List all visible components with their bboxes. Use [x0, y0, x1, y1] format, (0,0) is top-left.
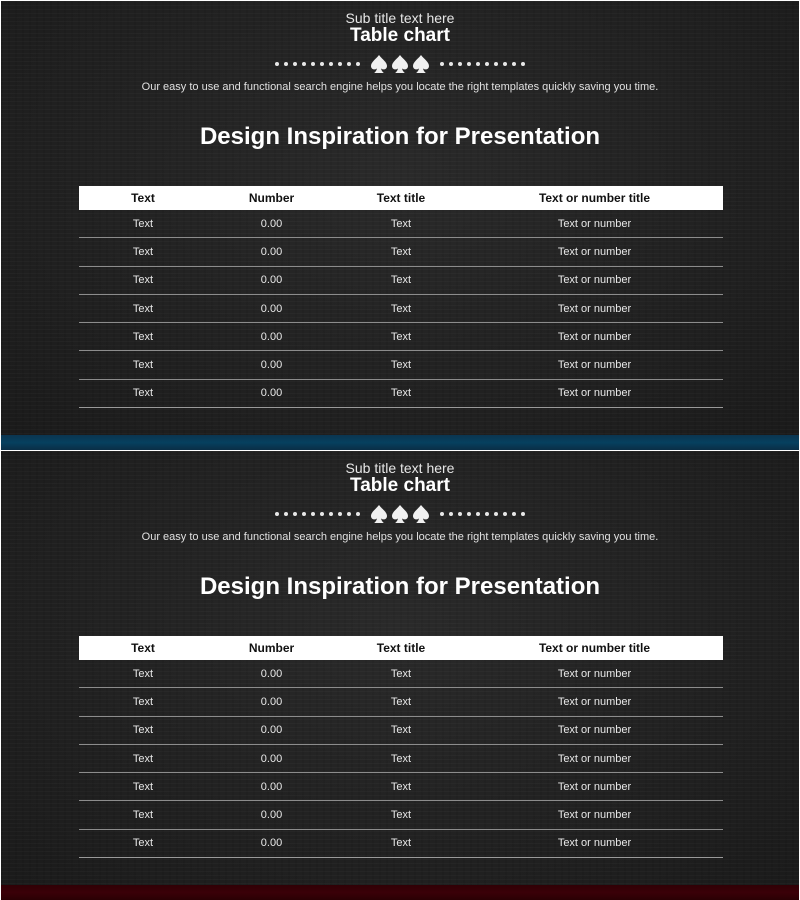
cell-text: Text [132, 359, 154, 372]
cell-text-title: Text [390, 274, 412, 287]
cell-text-title: Text [390, 667, 412, 680]
table-row [79, 295, 723, 323]
cell-text-or-number: Text or number [557, 780, 632, 793]
ornament-dot [311, 512, 315, 516]
header-text-title: Text title [376, 641, 426, 655]
ornament-dot [275, 512, 279, 516]
table-header [79, 186, 723, 210]
ornament-dot [476, 512, 480, 516]
cell-text: Text [132, 837, 154, 850]
header-text-or-number-title: Text or number title [538, 191, 651, 205]
cell-text: Text [132, 387, 154, 400]
ornament-dot [284, 62, 288, 66]
ornament-dot [320, 512, 324, 516]
spade-icon [412, 54, 430, 74]
ornament-dot [476, 62, 480, 66]
ornament-dot [521, 512, 525, 516]
slide-2 [1, 451, 799, 900]
cell-text-or-number: Text or number [557, 274, 632, 287]
spade-group [370, 504, 430, 524]
ornament-dot [485, 512, 489, 516]
cell-text-title: Text [390, 330, 412, 343]
header-text-title: Text title [376, 191, 426, 205]
table-row [79, 660, 723, 688]
main-heading: Design Inspiration for Presentation [199, 573, 601, 600]
cell-number: 0.00 [260, 780, 283, 793]
table-row [79, 380, 723, 408]
header-number: Number [248, 641, 295, 655]
table-row [79, 323, 723, 351]
cell-text-title: Text [390, 217, 412, 230]
cell-number: 0.00 [260, 245, 283, 258]
table-row [79, 267, 723, 295]
cell-text: Text [132, 752, 154, 765]
header-text: Text [131, 191, 155, 205]
ornament-dot [311, 62, 315, 66]
ornament-dot [458, 512, 462, 516]
dotted-line-right [440, 62, 525, 66]
spade-ornament [1, 52, 799, 76]
table-row [79, 830, 723, 858]
cell-number: 0.00 [260, 359, 283, 372]
spade-icon [391, 54, 409, 74]
cell-text-or-number: Text or number [557, 245, 632, 258]
cell-text: Text [132, 780, 154, 793]
cell-text-or-number: Text or number [557, 667, 632, 680]
cell-text: Text [132, 217, 154, 230]
cell-number: 0.00 [260, 274, 283, 287]
cell-number: 0.00 [260, 752, 283, 765]
slide-subtitle: Sub title text here [345, 10, 455, 26]
header-text: Text [131, 641, 155, 655]
ornament-dot [521, 62, 525, 66]
cell-text-or-number: Text or number [557, 359, 632, 372]
cell-text-or-number: Text or number [557, 724, 632, 737]
ornament-dot [494, 512, 498, 516]
ornament-dot [356, 512, 360, 516]
cell-number: 0.00 [260, 724, 283, 737]
cell-text-or-number: Text or number [557, 695, 632, 708]
cell-number: 0.00 [260, 302, 283, 315]
table-row [79, 238, 723, 266]
cell-text-title: Text [390, 245, 412, 258]
ornament-dot [440, 62, 444, 66]
ornament-dot [467, 62, 471, 66]
ornament-dot [320, 62, 324, 66]
cell-text-title: Text [390, 837, 412, 850]
table-row [79, 717, 723, 745]
cell-text-title: Text [390, 302, 412, 315]
ornament-dot [338, 62, 342, 66]
table-row [79, 801, 723, 829]
cell-number: 0.00 [260, 837, 283, 850]
accent-band-blue [1, 435, 799, 450]
ornament-dot [275, 62, 279, 66]
header-number: Number [248, 191, 295, 205]
cell-text-title: Text [390, 387, 412, 400]
data-table [79, 186, 723, 408]
ornament-dot [503, 62, 507, 66]
dotted-line-left [275, 62, 360, 66]
ornament-dot [440, 512, 444, 516]
slide-title: Table chart [350, 25, 450, 46]
cell-text-title: Text [390, 809, 412, 822]
ornament-dot [293, 62, 297, 66]
cell-text-title: Text [390, 695, 412, 708]
ornament-dot [449, 512, 453, 516]
cell-text-or-number: Text or number [557, 302, 632, 315]
ornament-dot [467, 512, 471, 516]
ornament-dot [449, 62, 453, 66]
ornament-dot [284, 512, 288, 516]
ornament-dot [356, 62, 360, 66]
slide-title: Table chart [350, 475, 450, 496]
ornament-dot [485, 62, 489, 66]
ornament-dot [329, 512, 333, 516]
ornament-dot [512, 512, 516, 516]
ornament-dot [302, 512, 306, 516]
ornament-dot [302, 62, 306, 66]
spade-icon [370, 504, 388, 524]
ornament-dot [329, 62, 333, 66]
cell-text: Text [132, 330, 154, 343]
accent-band-red [1, 885, 799, 900]
ornament-dot [503, 512, 507, 516]
cell-text: Text [132, 695, 154, 708]
cell-text: Text [132, 724, 154, 737]
cell-text-or-number: Text or number [557, 837, 632, 850]
data-table [79, 636, 723, 858]
table-row [79, 745, 723, 773]
dotted-line-right [440, 512, 525, 516]
spade-group [370, 54, 430, 74]
cell-number: 0.00 [260, 387, 283, 400]
cell-text: Text [132, 809, 154, 822]
main-heading: Design Inspiration for Presentation [199, 123, 601, 150]
cell-text: Text [132, 302, 154, 315]
ornament-dot [347, 62, 351, 66]
cell-text-title: Text [390, 724, 412, 737]
ornament-dot [347, 512, 351, 516]
cell-number: 0.00 [260, 695, 283, 708]
spade-icon [391, 504, 409, 524]
slide-1 [1, 1, 799, 450]
ornament-dot [494, 62, 498, 66]
cell-number: 0.00 [260, 330, 283, 343]
table-row [79, 351, 723, 379]
slide-subtitle: Sub title text here [345, 460, 455, 476]
cell-text: Text [132, 667, 154, 680]
cell-number: 0.00 [260, 809, 283, 822]
cell-text: Text [132, 274, 154, 287]
table-header [79, 636, 723, 660]
header-text-or-number-title: Text or number title [538, 641, 651, 655]
cell-text-or-number: Text or number [557, 387, 632, 400]
ornament-dot [512, 62, 516, 66]
dotted-line-left [275, 512, 360, 516]
cell-text-or-number: Text or number [557, 330, 632, 343]
cell-text-title: Text [390, 752, 412, 765]
spade-ornament [1, 502, 799, 526]
table-row [79, 210, 723, 238]
cell-text-title: Text [390, 359, 412, 372]
cell-text-or-number: Text or number [557, 752, 632, 765]
cell-text-or-number: Text or number [557, 809, 632, 822]
slide-description: Our easy to use and functional search engine helps you locate the right templates quickly saving you time. [141, 531, 659, 543]
ornament-dot [293, 512, 297, 516]
cell-text: Text [132, 245, 154, 258]
cell-number: 0.00 [260, 667, 283, 680]
spade-icon [412, 504, 430, 524]
ornament-dot [338, 512, 342, 516]
cell-text-or-number: Text or number [557, 217, 632, 230]
table-row [79, 773, 723, 801]
cell-text-title: Text [390, 780, 412, 793]
cell-number: 0.00 [260, 217, 283, 230]
spade-icon [370, 54, 388, 74]
ornament-dot [458, 62, 462, 66]
slide-description: Our easy to use and functional search engine helps you locate the right templates quickly saving you time. [141, 81, 659, 93]
table-row [79, 688, 723, 716]
